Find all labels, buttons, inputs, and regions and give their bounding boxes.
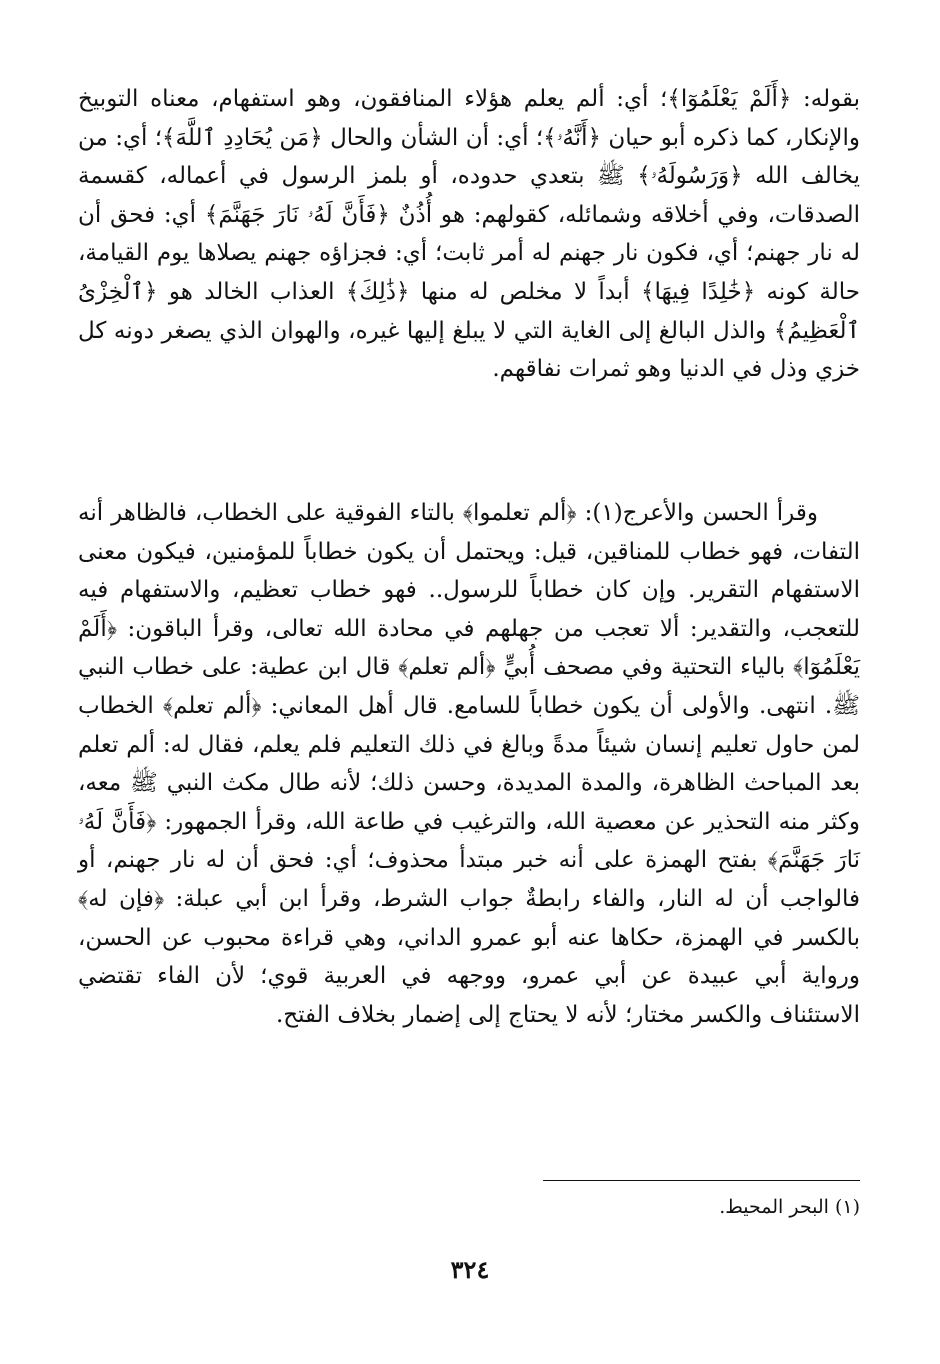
page-number: ٣٢٤ <box>450 1255 490 1284</box>
paragraph-1: بقوله: ﴿أَلَمْ يَعْلَمُوٓا﴾؛ أي: ألم يعلم هؤلاء المنافقون، وهو استفهام، معناه التوبيخ والإنكار، كما ذكره أبو حيان ﴿أَنَّهُۥ﴾؛ أي: أن الشأن والحال ﴿مَن يُحَادِدِ ٱللَّهَ﴾؛ أي: من يخالف الله ﴿وَرَسُولَهُۥ﴾ ﷺ بتعدي حدوده، أو بلمز الرسول في أعماله، كقسمة الصدقات، وفي أخلاقه وشمائله، كقولهم: هو أُذُنٌ ﴿فَأَنَّ لَهُۥ نَارَ جَهَنَّمَ﴾ أي: فحق أن له نار جهنم؛ أي، فكون نار جهنم له أمر ثابت؛ أي: فجزاؤه جهنم يصلاها يوم القيامة، حالة كونه ﴿خَٰلِدًا فِيهَا﴾ أبداً لا مخلص له منها ﴿ذَٰلِكَ﴾ العذاب الخالد هو ﴿ٱلْخِزْىُ ٱلْعَظِيمُ﴾ والذل البالغ إلى الغاية التي لا يبلغ إليها غيره، والهوان الذي يصغر دونه كل خزي وذل في الدنيا وهو ثمرات نفاقهم. <box>78 86 860 383</box>
footnote: (١) البحر المحيط. <box>719 1196 860 1218</box>
paragraph-2: وقرأ الحسن والأعرج(١): ﴿ألم تعلموا﴾ بالتاء الفوقية على الخطاب، فالظاهر أنه التفات، فهو خطاب للمناقين، قيل: ويحتمل أن يكون خطاباً للمؤمنين، فيكون معنى الاستفهام التقرير. وإن كان خطاباً للرسول.. فهو خطاب تعظيم، والاستفهام فيه للتعجب، والتقدير: ألا تعجب من جهلهم في محادة الله تعالى، وقرأ الباقون: ﴿أَلَمْ يَعْلَمُوٓا﴾ بالياء التحتية وفي مصحف أُبيٍّ ﴿ألم تعلم﴾ قال ابن عطية: على خطاب النبي ﷺ. انتهى. والأولى أن يكون خطاباً للسامع. قال أهل المعاني: ﴿ألم تعلم﴾ الخطاب لمن حاول تعليم إنسان شيئاً مدةً وبالغ في ذلك التعليم فلم يعلم، فقال له: ألم تعلم بعد المباحث الظاهرة، والمدة المديدة، وحسن ذلك؛ لأنه طال مكث النبي ﷺ معه، وكثر منه التحذير عن معصية الله، والترغيب في طاعة الله، وقرأ الجمهور: ﴿فَأَنَّ لَهُۥ نَارَ جَهَنَّمَ﴾ بفتح الهمزة على أنه خبر مبتدأ محذوف؛ أي: فحق أن له نار جهنم، أو فالواجب أن له النار، والفاء رابطةٌ جواب الشرط، وقرأ ابن أبي عبلة: ﴿فإن له﴾ بالكسر في الهمزة، حكاها عنه أبو عمرو الداني، وهي قراءة محبوب عن الحسن، ورواية أبي عبيدة عن أبي عمرو، ووجهه في العربية قوي؛ لأن الفاء تقتضي الاستئناف والكسر مختار؛ لأنه لا يحتاج إلى إضمار بخلاف الفتح. <box>78 500 860 1028</box>
footnote-separator <box>543 1180 860 1181</box>
